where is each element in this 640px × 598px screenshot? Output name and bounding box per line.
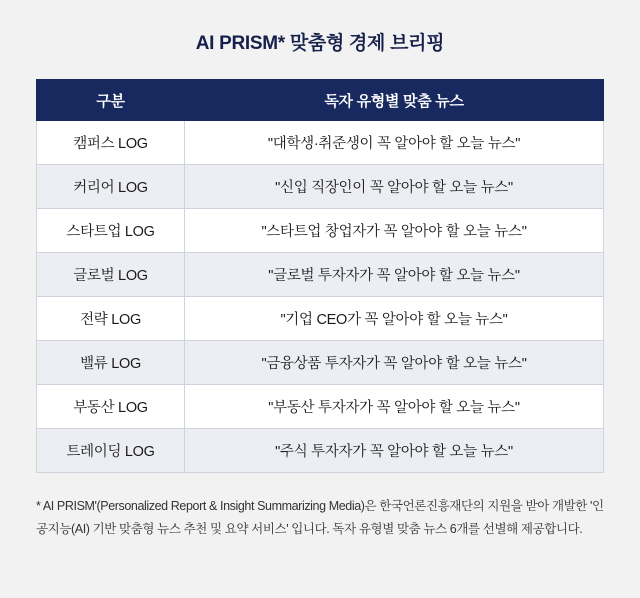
- cell-category: 커리어 LOG: [37, 165, 185, 209]
- table-row: [37, 121, 604, 165]
- table-row: [37, 429, 604, 473]
- cell-category: 캠퍼스 LOG: [37, 121, 185, 165]
- table-row: [37, 341, 604, 385]
- cell-category: 트레이딩 LOG: [37, 429, 185, 473]
- page-title: AI PRISM* 맞춤형 경제 브리핑: [195, 33, 445, 54]
- cell-news: "스타트업 창업자가 꼭 알아야 할 오늘 뉴스": [185, 209, 604, 253]
- cell-news: "금융상품 투자자가 꼭 알아야 할 오늘 뉴스": [185, 341, 604, 385]
- table-row: [37, 385, 604, 429]
- cell-category: 부동산 LOG: [37, 385, 185, 429]
- cell-category: 글로벌 LOG: [37, 253, 185, 297]
- cell-category: 전략 LOG: [37, 297, 185, 341]
- cell-news: "신입 직장인이 꼭 알아야 할 오늘 뉴스": [185, 165, 604, 209]
- cell-news: "대학생·취준생이 꼭 알아야 할 오늘 뉴스": [185, 121, 604, 165]
- column-header-news: 독자 유형별 맞춤 뉴스: [185, 80, 604, 121]
- cell-news: "기업 CEO가 꼭 알아야 할 오늘 뉴스": [185, 297, 604, 341]
- footnote: * AI PRISM'(Personalized Report & Insight Summarizing Media)은 한국언론진흥재단의 지원을 받아 개발한 '인공지능(AI) 기반 맞춤형 뉴스 추천 및 요약 서비스' 입니다. 독자 유형별 맞춤 뉴스 6개를 선별해 제공합니다.: [36, 499, 604, 537]
- table-body: [37, 121, 604, 473]
- briefing-table: [36, 79, 604, 473]
- table-header: [37, 80, 604, 121]
- cell-news: "주식 투자자가 꼭 알아야 할 오늘 뉴스": [185, 429, 604, 473]
- cell-category: 밸류 LOG: [37, 341, 185, 385]
- column-header-category: 구분: [37, 80, 185, 121]
- table-header-row: [37, 80, 604, 121]
- table-row: [37, 209, 604, 253]
- table-row: [37, 253, 604, 297]
- cell-news: "글로벌 투자자가 꼭 알아야 할 오늘 뉴스": [185, 253, 604, 297]
- cell-news: "부동산 투자자가 꼭 알아야 할 오늘 뉴스": [185, 385, 604, 429]
- cell-category: 스타트업 LOG: [37, 209, 185, 253]
- table-row: [37, 297, 604, 341]
- table-row: [37, 165, 604, 209]
